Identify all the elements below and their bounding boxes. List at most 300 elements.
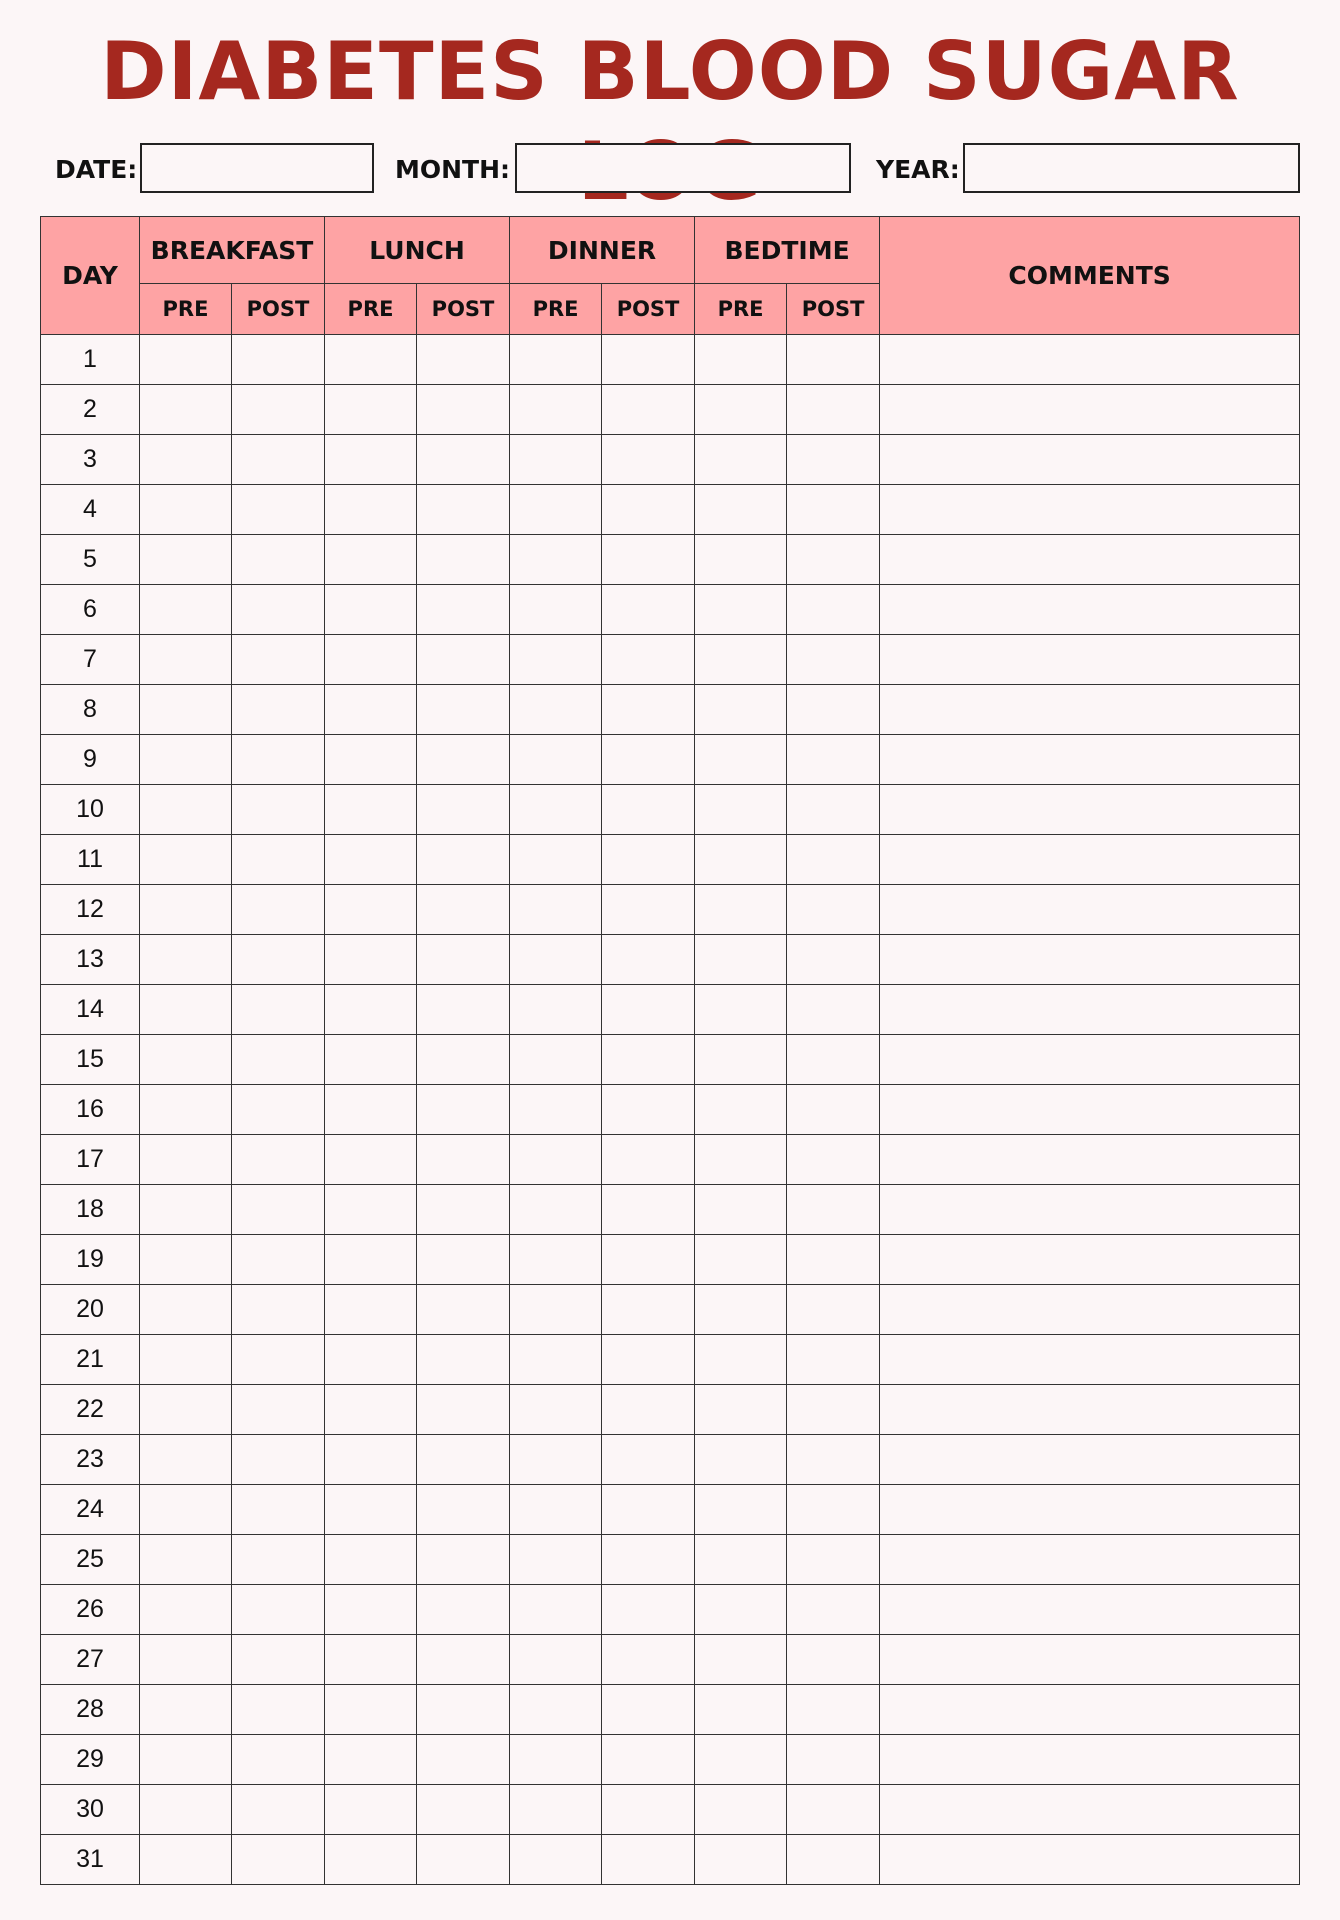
breakfast-pre-cell[interactable] (140, 585, 232, 635)
lunch-pre-cell[interactable] (325, 1285, 417, 1335)
dinner-pre-cell[interactable] (510, 885, 602, 935)
lunch-pre-cell[interactable] (325, 985, 417, 1035)
bedtime-post-cell[interactable] (787, 1035, 880, 1085)
dinner-pre-cell[interactable] (510, 635, 602, 685)
comments-cell[interactable] (880, 785, 1300, 835)
bedtime-post-cell[interactable] (787, 1685, 880, 1735)
breakfast-pre-cell[interactable] (140, 1435, 232, 1485)
dinner-post-cell[interactable] (602, 1585, 695, 1635)
breakfast-pre-cell[interactable] (140, 1185, 232, 1235)
breakfast-pre-cell[interactable] (140, 1785, 232, 1835)
bedtime-pre-cell[interactable] (695, 835, 787, 885)
breakfast-post-cell[interactable] (232, 385, 325, 435)
lunch-post-cell[interactable] (417, 1385, 510, 1435)
breakfast-pre-cell[interactable] (140, 1035, 232, 1085)
comments-cell[interactable] (880, 1085, 1300, 1135)
lunch-post-cell[interactable] (417, 1135, 510, 1185)
lunch-pre-cell[interactable] (325, 485, 417, 535)
dinner-pre-cell[interactable] (510, 1235, 602, 1285)
bedtime-post-cell[interactable] (787, 785, 880, 835)
bedtime-pre-cell[interactable] (695, 1435, 787, 1485)
bedtime-pre-cell[interactable] (695, 1685, 787, 1735)
lunch-pre-cell[interactable] (325, 435, 417, 485)
dinner-post-cell[interactable] (602, 1785, 695, 1835)
bedtime-post-cell[interactable] (787, 1585, 880, 1635)
dinner-pre-cell[interactable] (510, 1585, 602, 1635)
bedtime-post-cell[interactable] (787, 1135, 880, 1185)
table-row (41, 385, 1300, 435)
bedtime-pre-cell[interactable] (695, 1285, 787, 1335)
dinner-post-cell[interactable] (602, 1385, 695, 1435)
breakfast-post-cell[interactable] (232, 985, 325, 1035)
comments-cell[interactable] (880, 1435, 1300, 1485)
dinner-pre-cell[interactable] (510, 1785, 602, 1835)
bedtime-pre-cell[interactable] (695, 885, 787, 935)
dinner-post-cell[interactable] (602, 1285, 695, 1335)
breakfast-post-cell[interactable] (232, 1285, 325, 1335)
breakfast-pre-cell[interactable] (140, 1835, 232, 1885)
lunch-pre-cell[interactable] (325, 1235, 417, 1285)
dinner-pre-cell[interactable] (510, 1035, 602, 1085)
lunch-post-cell[interactable] (417, 1685, 510, 1735)
dinner-pre-cell[interactable] (510, 1835, 602, 1885)
day-number: 8 (41, 685, 140, 735)
bedtime-post-cell[interactable] (787, 1335, 880, 1385)
breakfast-pre-cell[interactable] (140, 485, 232, 535)
bedtime-pre-cell[interactable] (695, 535, 787, 585)
breakfast-pre-cell[interactable] (140, 885, 232, 935)
comments-cell[interactable] (880, 1535, 1300, 1585)
breakfast-post-cell[interactable] (232, 685, 325, 735)
breakfast-post-cell[interactable] (232, 1335, 325, 1385)
comments-cell[interactable] (880, 1835, 1300, 1885)
comments-cell[interactable] (880, 635, 1300, 685)
lunch-post-cell[interactable] (417, 585, 510, 635)
comments-cell[interactable] (880, 385, 1300, 435)
bedtime-pre-cell[interactable] (695, 1485, 787, 1535)
comments-cell[interactable] (880, 485, 1300, 535)
comments-cell[interactable] (880, 1135, 1300, 1185)
breakfast-pre-cell[interactable] (140, 735, 232, 785)
bedtime-post-cell[interactable] (787, 735, 880, 785)
lunch-pre-cell[interactable] (325, 1785, 417, 1835)
dinner-post-cell[interactable] (602, 585, 695, 635)
breakfast-post-cell[interactable] (232, 1185, 325, 1235)
dinner-pre-cell[interactable] (510, 1285, 602, 1335)
breakfast-pre-cell[interactable] (140, 1485, 232, 1535)
bedtime-post-cell[interactable] (787, 1085, 880, 1135)
lunch-post-cell[interactable] (417, 1035, 510, 1085)
bedtime-pre-cell[interactable] (695, 735, 787, 785)
day-number: 11 (41, 835, 140, 885)
dinner-pre-cell[interactable] (510, 1335, 602, 1385)
dinner-pre-cell[interactable] (510, 335, 602, 385)
lunch-pre-cell[interactable] (325, 685, 417, 735)
breakfast-post-cell[interactable] (232, 1685, 325, 1735)
bedtime-post-cell[interactable] (787, 835, 880, 885)
breakfast-post-cell[interactable] (232, 1235, 325, 1285)
lunch-pre-cell[interactable] (325, 385, 417, 435)
lunch-pre-cell[interactable] (325, 1085, 417, 1135)
dinner-post-cell[interactable] (602, 485, 695, 535)
lunch-pre-cell[interactable] (325, 1135, 417, 1185)
table-row (41, 1835, 1300, 1885)
lunch-pre-cell[interactable] (325, 1685, 417, 1735)
lunch-post-cell[interactable] (417, 1285, 510, 1335)
dinner-post-cell[interactable] (602, 1235, 695, 1285)
dinner-post-cell[interactable] (602, 1335, 695, 1385)
bedtime-post-cell[interactable] (787, 585, 880, 635)
comments-cell[interactable] (880, 985, 1300, 1035)
comments-cell[interactable] (880, 535, 1300, 585)
bedtime-post-cell[interactable] (787, 1635, 880, 1685)
comments-cell[interactable] (880, 435, 1300, 485)
lunch-pre-cell[interactable] (325, 935, 417, 985)
month-label: MONTH: (395, 155, 511, 184)
breakfast-post-cell[interactable] (232, 1785, 325, 1835)
dinner-post-cell[interactable] (602, 685, 695, 735)
breakfast-pre-cell[interactable] (140, 1585, 232, 1635)
comments-header: COMMENTS (880, 217, 1300, 335)
comments-cell[interactable] (880, 1235, 1300, 1285)
lunch-post-cell[interactable] (417, 685, 510, 735)
bedtime-pre-cell[interactable] (695, 1635, 787, 1685)
bedtime-post-cell[interactable] (787, 335, 880, 385)
lunch-pre-cell[interactable] (325, 585, 417, 635)
dinner-pre-cell[interactable] (510, 835, 602, 885)
bedtime-pre-cell[interactable] (695, 935, 787, 985)
breakfast-post-cell[interactable] (232, 1085, 325, 1135)
breakfast-post-cell[interactable] (232, 885, 325, 935)
bedtime-post-cell[interactable] (787, 685, 880, 735)
breakfast-post-cell[interactable] (232, 1035, 325, 1085)
bedtime-post-cell[interactable] (787, 635, 880, 685)
comments-cell[interactable] (880, 585, 1300, 635)
day-number: 26 (41, 1585, 140, 1635)
breakfast-pre-cell[interactable] (140, 1135, 232, 1185)
bedtime-post-cell[interactable] (787, 1185, 880, 1235)
dinner-post-cell[interactable] (602, 835, 695, 885)
dinner-post-cell[interactable] (602, 1535, 695, 1585)
comments-cell[interactable] (880, 1585, 1300, 1635)
table-row (41, 1635, 1300, 1685)
comments-cell[interactable] (880, 335, 1300, 385)
bedtime-post-cell[interactable] (787, 535, 880, 585)
bedtime-pre-cell[interactable] (695, 435, 787, 485)
table-row (41, 1735, 1300, 1785)
dinner-post-cell[interactable] (602, 1635, 695, 1685)
date-field[interactable] (140, 143, 374, 193)
bedtime-post-cell[interactable] (787, 935, 880, 985)
dinner-post-cell[interactable] (602, 785, 695, 835)
breakfast-pre-cell[interactable] (140, 935, 232, 985)
comments-cell[interactable] (880, 885, 1300, 935)
bedtime-pre-cell[interactable] (695, 1585, 787, 1635)
table-row (41, 1285, 1300, 1335)
breakfast-post-cell[interactable] (232, 1735, 325, 1785)
comments-cell[interactable] (880, 1385, 1300, 1435)
bedtime-post-cell[interactable] (787, 1485, 880, 1535)
lunch-pre-cell[interactable] (325, 1835, 417, 1885)
dinner-pre-cell[interactable] (510, 1685, 602, 1735)
dinner-pre-cell[interactable] (510, 385, 602, 435)
dinner-pre-cell[interactable] (510, 435, 602, 485)
breakfast-pre-cell[interactable] (140, 1735, 232, 1785)
lunch-post-cell[interactable] (417, 435, 510, 485)
lunch-pre-cell[interactable] (325, 835, 417, 885)
breakfast-post-cell[interactable] (232, 1435, 325, 1485)
breakfast-pre-cell[interactable] (140, 385, 232, 435)
breakfast-pre-cell[interactable] (140, 785, 232, 835)
bedtime-pre-cell[interactable] (695, 635, 787, 685)
comments-cell[interactable] (880, 685, 1300, 735)
bedtime-pre-cell[interactable] (695, 585, 787, 635)
dinner-post-cell[interactable] (602, 735, 695, 785)
lunch-post-cell[interactable] (417, 835, 510, 885)
lunch-post-cell[interactable] (417, 1485, 510, 1535)
dinner-pre-cell[interactable] (510, 1735, 602, 1785)
breakfast-post-cell[interactable] (232, 585, 325, 635)
breakfast-pre-cell[interactable] (140, 1335, 232, 1385)
bedtime-pre-cell[interactable] (695, 1535, 787, 1585)
bedtime-pre-cell[interactable] (695, 785, 787, 835)
lunch-post-cell[interactable] (417, 1785, 510, 1835)
dinner-pre-cell[interactable] (510, 1635, 602, 1685)
breakfast-post-cell[interactable] (232, 1535, 325, 1585)
dinner-pre-cell[interactable] (510, 935, 602, 985)
lunch-pre-cell[interactable] (325, 1435, 417, 1485)
breakfast-pre-cell[interactable] (140, 1285, 232, 1335)
lunch-pre-cell[interactable] (325, 635, 417, 685)
lunch-pre-cell[interactable] (325, 1035, 417, 1085)
lunch-post-cell[interactable] (417, 785, 510, 835)
bedtime-pre-cell[interactable] (695, 685, 787, 735)
dinner-pre-cell[interactable] (510, 1135, 602, 1185)
bedtime-pre-cell[interactable] (695, 1835, 787, 1885)
breakfast-post-cell[interactable] (232, 1635, 325, 1685)
dinner-post-cell[interactable] (602, 1485, 695, 1535)
breakfast-pre-cell[interactable] (140, 435, 232, 485)
table-row (41, 885, 1300, 935)
lunch-post-cell[interactable] (417, 1635, 510, 1685)
bedtime-post-cell[interactable] (787, 1235, 880, 1285)
breakfast-pre-cell[interactable] (140, 985, 232, 1035)
breakfast-pre-cell[interactable] (140, 535, 232, 585)
bedtime-post-cell[interactable] (787, 1435, 880, 1485)
lunch-post-cell[interactable] (417, 935, 510, 985)
breakfast-post-cell[interactable] (232, 1485, 325, 1535)
dinner-post-cell[interactable] (602, 1135, 695, 1185)
dinner-pre-cell[interactable] (510, 1185, 602, 1235)
bedtime-post-cell[interactable] (787, 385, 880, 435)
dinner-post-cell[interactable] (602, 1185, 695, 1235)
comments-cell[interactable] (880, 1735, 1300, 1785)
bedtime-pre-cell[interactable] (695, 1335, 787, 1385)
breakfast-post-cell[interactable] (232, 785, 325, 835)
lunch-pre-cell[interactable] (325, 335, 417, 385)
comments-cell[interactable] (880, 1785, 1300, 1835)
breakfast-pre-cell[interactable] (140, 335, 232, 385)
bedtime-pre-cell[interactable] (695, 1185, 787, 1235)
lunch-pre-cell[interactable] (325, 1585, 417, 1635)
lunch-post-cell[interactable] (417, 335, 510, 385)
dinner-post-cell[interactable] (602, 1835, 695, 1885)
bedtime-post-cell[interactable] (787, 435, 880, 485)
dinner-pre-cell[interactable] (510, 1435, 602, 1485)
dinner-pre-cell[interactable] (510, 585, 602, 635)
comments-cell[interactable] (880, 835, 1300, 885)
dinner-pre-cell[interactable] (510, 1385, 602, 1435)
dinner-post-cell[interactable] (602, 385, 695, 435)
bedtime-pre-cell[interactable] (695, 1735, 787, 1785)
breakfast-post-cell[interactable] (232, 735, 325, 785)
breakfast-pre-cell[interactable] (140, 685, 232, 735)
lunch-post-cell[interactable] (417, 1085, 510, 1135)
day-number: 21 (41, 1335, 140, 1385)
lunch-post-cell[interactable] (417, 1585, 510, 1635)
dinner-post-cell[interactable] (602, 435, 695, 485)
table-row (41, 585, 1300, 635)
lunch-post-cell[interactable] (417, 885, 510, 935)
bedtime-pre-cell[interactable] (695, 1385, 787, 1435)
year-field[interactable] (963, 143, 1300, 193)
lunch-pre-cell[interactable] (325, 1535, 417, 1585)
lunch-post-cell[interactable] (417, 1535, 510, 1585)
lunch-pre-cell[interactable] (325, 1335, 417, 1385)
bedtime-post-cell[interactable] (787, 1735, 880, 1785)
comments-cell[interactable] (880, 1185, 1300, 1235)
lunch-post-cell[interactable] (417, 1185, 510, 1235)
breakfast-post-cell[interactable] (232, 1385, 325, 1435)
table-row (41, 485, 1300, 535)
bedtime-pre-header: PRE (695, 284, 787, 335)
comments-cell[interactable] (880, 1335, 1300, 1385)
bedtime-pre-cell[interactable] (695, 1085, 787, 1135)
bedtime-post-cell[interactable] (787, 985, 880, 1035)
day-number: 27 (41, 1635, 140, 1685)
comments-cell[interactable] (880, 1285, 1300, 1335)
lunch-post-cell[interactable] (417, 1835, 510, 1885)
breakfast-post-cell[interactable] (232, 1135, 325, 1185)
dinner-pre-cell[interactable] (510, 535, 602, 585)
dinner-post-cell[interactable] (602, 1085, 695, 1135)
breakfast-pre-cell[interactable] (140, 1635, 232, 1685)
comments-cell[interactable] (880, 935, 1300, 985)
bedtime-pre-cell[interactable] (695, 385, 787, 435)
breakfast-pre-cell[interactable] (140, 1085, 232, 1135)
lunch-pre-cell[interactable] (325, 1635, 417, 1685)
breakfast-post-cell[interactable] (232, 835, 325, 885)
dinner-post-cell[interactable] (602, 985, 695, 1035)
lunch-pre-cell[interactable] (325, 1485, 417, 1535)
day-number: 25 (41, 1535, 140, 1585)
dinner-pre-cell[interactable] (510, 785, 602, 835)
dinner-post-cell[interactable] (602, 1735, 695, 1785)
dinner-pre-cell[interactable] (510, 1535, 602, 1585)
comments-cell[interactable] (880, 735, 1300, 785)
bedtime-pre-cell[interactable] (695, 1035, 787, 1085)
dinner-pre-cell[interactable] (510, 735, 602, 785)
dinner-post-cell[interactable] (602, 935, 695, 985)
lunch-pre-cell[interactable] (325, 1385, 417, 1435)
comments-cell[interactable] (880, 1685, 1300, 1735)
bedtime-pre-cell[interactable] (695, 1235, 787, 1285)
breakfast-post-cell[interactable] (232, 485, 325, 535)
breakfast-pre-cell[interactable] (140, 835, 232, 885)
breakfast-pre-cell[interactable] (140, 1235, 232, 1285)
dinner-post-cell[interactable] (602, 635, 695, 685)
lunch-post-cell[interactable] (417, 1335, 510, 1385)
lunch-pre-cell[interactable] (325, 785, 417, 835)
bedtime-post-cell[interactable] (787, 1535, 880, 1585)
dinner-pre-cell[interactable] (510, 985, 602, 1035)
bedtime-post-cell[interactable] (787, 1285, 880, 1335)
bedtime-post-cell[interactable] (787, 1385, 880, 1435)
lunch-pre-cell[interactable] (325, 1185, 417, 1235)
dinner-post-cell[interactable] (602, 335, 695, 385)
lunch-post-cell[interactable] (417, 1435, 510, 1485)
breakfast-post-cell[interactable] (232, 935, 325, 985)
lunch-pre-cell[interactable] (325, 885, 417, 935)
comments-cell[interactable] (880, 1485, 1300, 1535)
lunch-post-cell[interactable] (417, 385, 510, 435)
breakfast-pre-cell[interactable] (140, 635, 232, 685)
lunch-post-cell[interactable] (417, 1235, 510, 1285)
lunch-post-cell[interactable] (417, 485, 510, 535)
dinner-post-cell[interactable] (602, 1435, 695, 1485)
dinner-pre-cell[interactable] (510, 685, 602, 735)
breakfast-post-cell[interactable] (232, 1835, 325, 1885)
dinner-post-cell[interactable] (602, 1035, 695, 1085)
bedtime-pre-cell[interactable] (695, 1785, 787, 1835)
dinner-post-cell[interactable] (602, 1685, 695, 1735)
lunch-post-cell[interactable] (417, 1735, 510, 1785)
bedtime-post-cell[interactable] (787, 1835, 880, 1885)
comments-cell[interactable] (880, 1035, 1300, 1085)
dinner-post-cell[interactable] (602, 535, 695, 585)
bedtime-pre-cell[interactable] (695, 1135, 787, 1185)
lunch-post-cell[interactable] (417, 985, 510, 1035)
bedtime-pre-cell[interactable] (695, 335, 787, 385)
dinner-pre-cell[interactable] (510, 1485, 602, 1535)
breakfast-pre-cell[interactable] (140, 1685, 232, 1735)
breakfast-post-cell[interactable] (232, 635, 325, 685)
lunch-pre-cell[interactable] (325, 535, 417, 585)
bedtime-pre-cell[interactable] (695, 985, 787, 1035)
breakfast-pre-cell[interactable] (140, 1535, 232, 1585)
month-field[interactable] (515, 143, 851, 193)
lunch-pre-cell[interactable] (325, 735, 417, 785)
bedtime-pre-cell[interactable] (695, 485, 787, 535)
breakfast-post-cell[interactable] (232, 335, 325, 385)
lunch-post-cell[interactable] (417, 735, 510, 785)
lunch-post-cell[interactable] (417, 535, 510, 585)
breakfast-post-cell[interactable] (232, 435, 325, 485)
breakfast-post-cell[interactable] (232, 535, 325, 585)
lunch-post-cell[interactable] (417, 635, 510, 685)
breakfast-pre-cell[interactable] (140, 1385, 232, 1435)
breakfast-post-cell[interactable] (232, 1585, 325, 1635)
comments-cell[interactable] (880, 1635, 1300, 1685)
bedtime-post-cell[interactable] (787, 1785, 880, 1835)
dinner-pre-cell[interactable] (510, 1085, 602, 1135)
bedtime-post-cell[interactable] (787, 885, 880, 935)
dinner-post-cell[interactable] (602, 885, 695, 935)
dinner-pre-cell[interactable] (510, 485, 602, 535)
bedtime-post-cell[interactable] (787, 485, 880, 535)
table-row (41, 1185, 1300, 1235)
lunch-pre-cell[interactable] (325, 1735, 417, 1785)
